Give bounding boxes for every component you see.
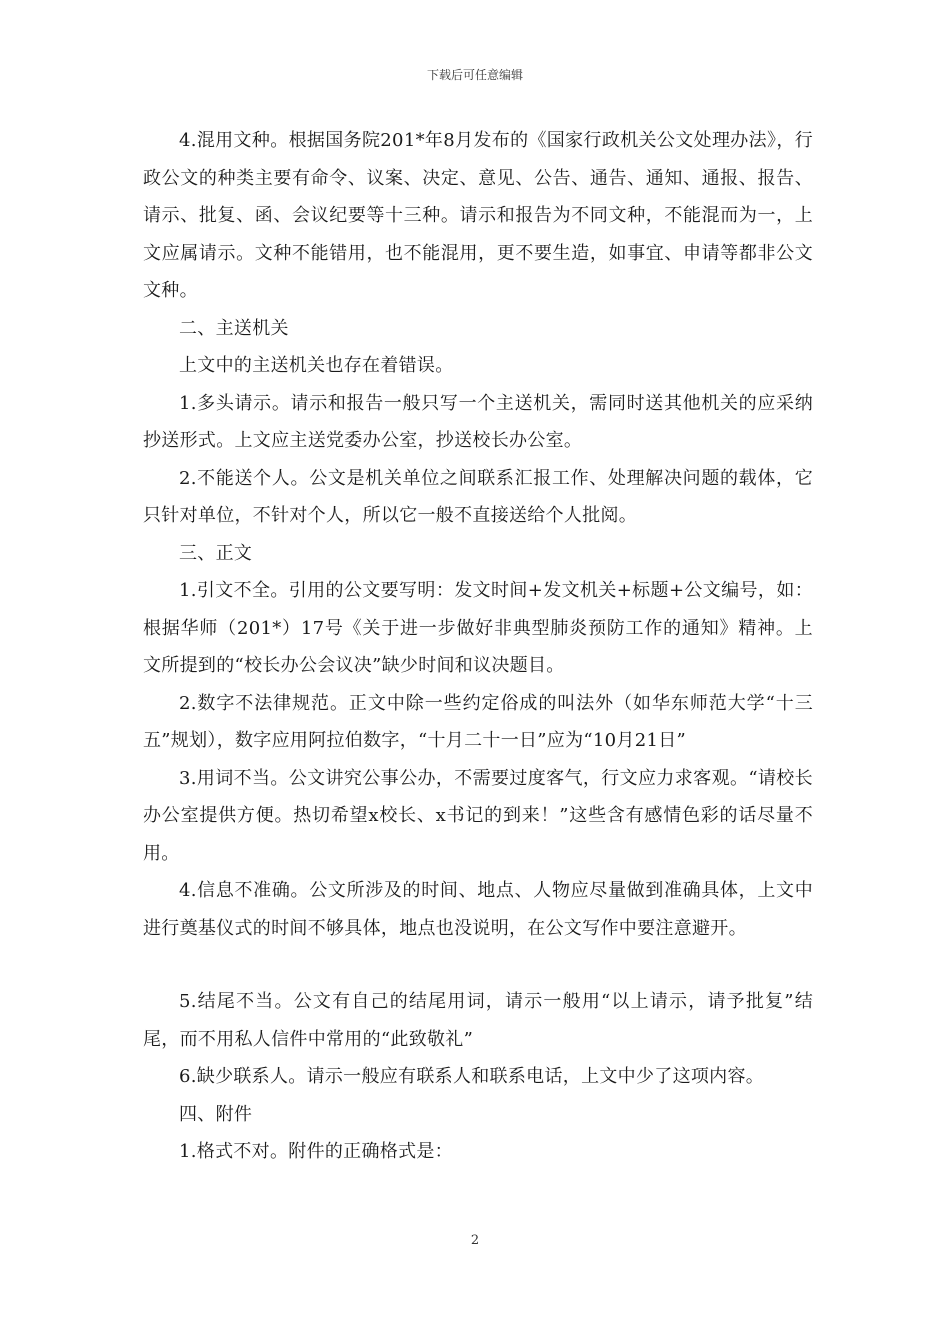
page-number: 2	[470, 1233, 480, 1248]
page-header: 下载后可任意编辑	[426, 68, 523, 82]
paragraph-recipient-intro: 上文中的主送机关也存在着错误。	[179, 355, 454, 376]
paragraph-mixed-document-types: 4.混用文种。根据国务院201*年8月发布的《国家行政机关公文处理办法》，行政公文的种类主要有命令、议案、决定、意见、公告、通告、通知、通报、报告、请示、批复、函、会议纪要等十三种。请示和报告为不同文种，不能混而为一，上文应属请示。文种不能错用，也不能混用，更不要生造，如事宜、申请等都非公文文种。	[143, 130, 813, 301]
paragraph-wording: 3.用词不当。公文讲究公事公办，不需要过度客气，行文应力求客观。“请校长办公室提供方便。热切希望x校长、x书记的到来！”这些含有感情色彩的话尽量不用。	[143, 767, 813, 864]
section-heading-attachments: 四、附件	[179, 1103, 253, 1125]
paragraph-incomplete-citation: 1.引文不全。引用的公文要写明：发文时间+发文机关+标题+公文编号，如：根据华师（201*）17号《关于进一步做好非典型肺炎预防工作的通知》精神。上文所提到的“校长办公会议决”缺少时间和议决题目。	[143, 580, 813, 676]
section-heading-main-text: 三、正文	[179, 542, 253, 564]
document-body	[143, 122, 813, 1171]
paragraph-inaccurate-info: 4.信息不准确。公文所涉及的时间、地点、人物应尽量做到准确具体，上文中进行奠基仪式的时间不够具体，地点也没说明，在公文写作中要注意避开。	[143, 880, 813, 939]
paragraph-missing-contact: 6.缺少联系人。请示一般应有联系人和联系电话，上文中少了这项内容。	[179, 1066, 765, 1087]
paragraph-number-format: 2.数字不法律规范。正文中除一些约定俗成的叫法外（如华东师范大学“十三五”规划），数字应用阿拉伯数字，“十月二十一日”应为“10月21日”	[143, 692, 813, 751]
section-heading-main-recipient: 二、主送机关	[179, 317, 289, 339]
paragraph-no-individuals: 2.不能送个人。公文是机关单位之间联系汇报工作、处理解决问题的载体，它只针对单位，不针对个人，所以它一般不直接送给个人批阅。	[143, 467, 813, 526]
paragraph-attachment-format: 1.格式不对。附件的正确格式是：	[179, 1141, 453, 1162]
paragraph-improper-ending: 5.结尾不当。公文有自己的结尾用词，请示一般用“以上请示，请予批复”结尾，而不用私人信件中常用的“此致敬礼”	[143, 991, 813, 1050]
paragraph-multiple-requests: 1.多头请示。请示和报告一般只写一个主送机关，需同时送其他机关的应采纳抄送形式。上文应主送党委办公室，抄送校长办公室。	[143, 392, 813, 451]
